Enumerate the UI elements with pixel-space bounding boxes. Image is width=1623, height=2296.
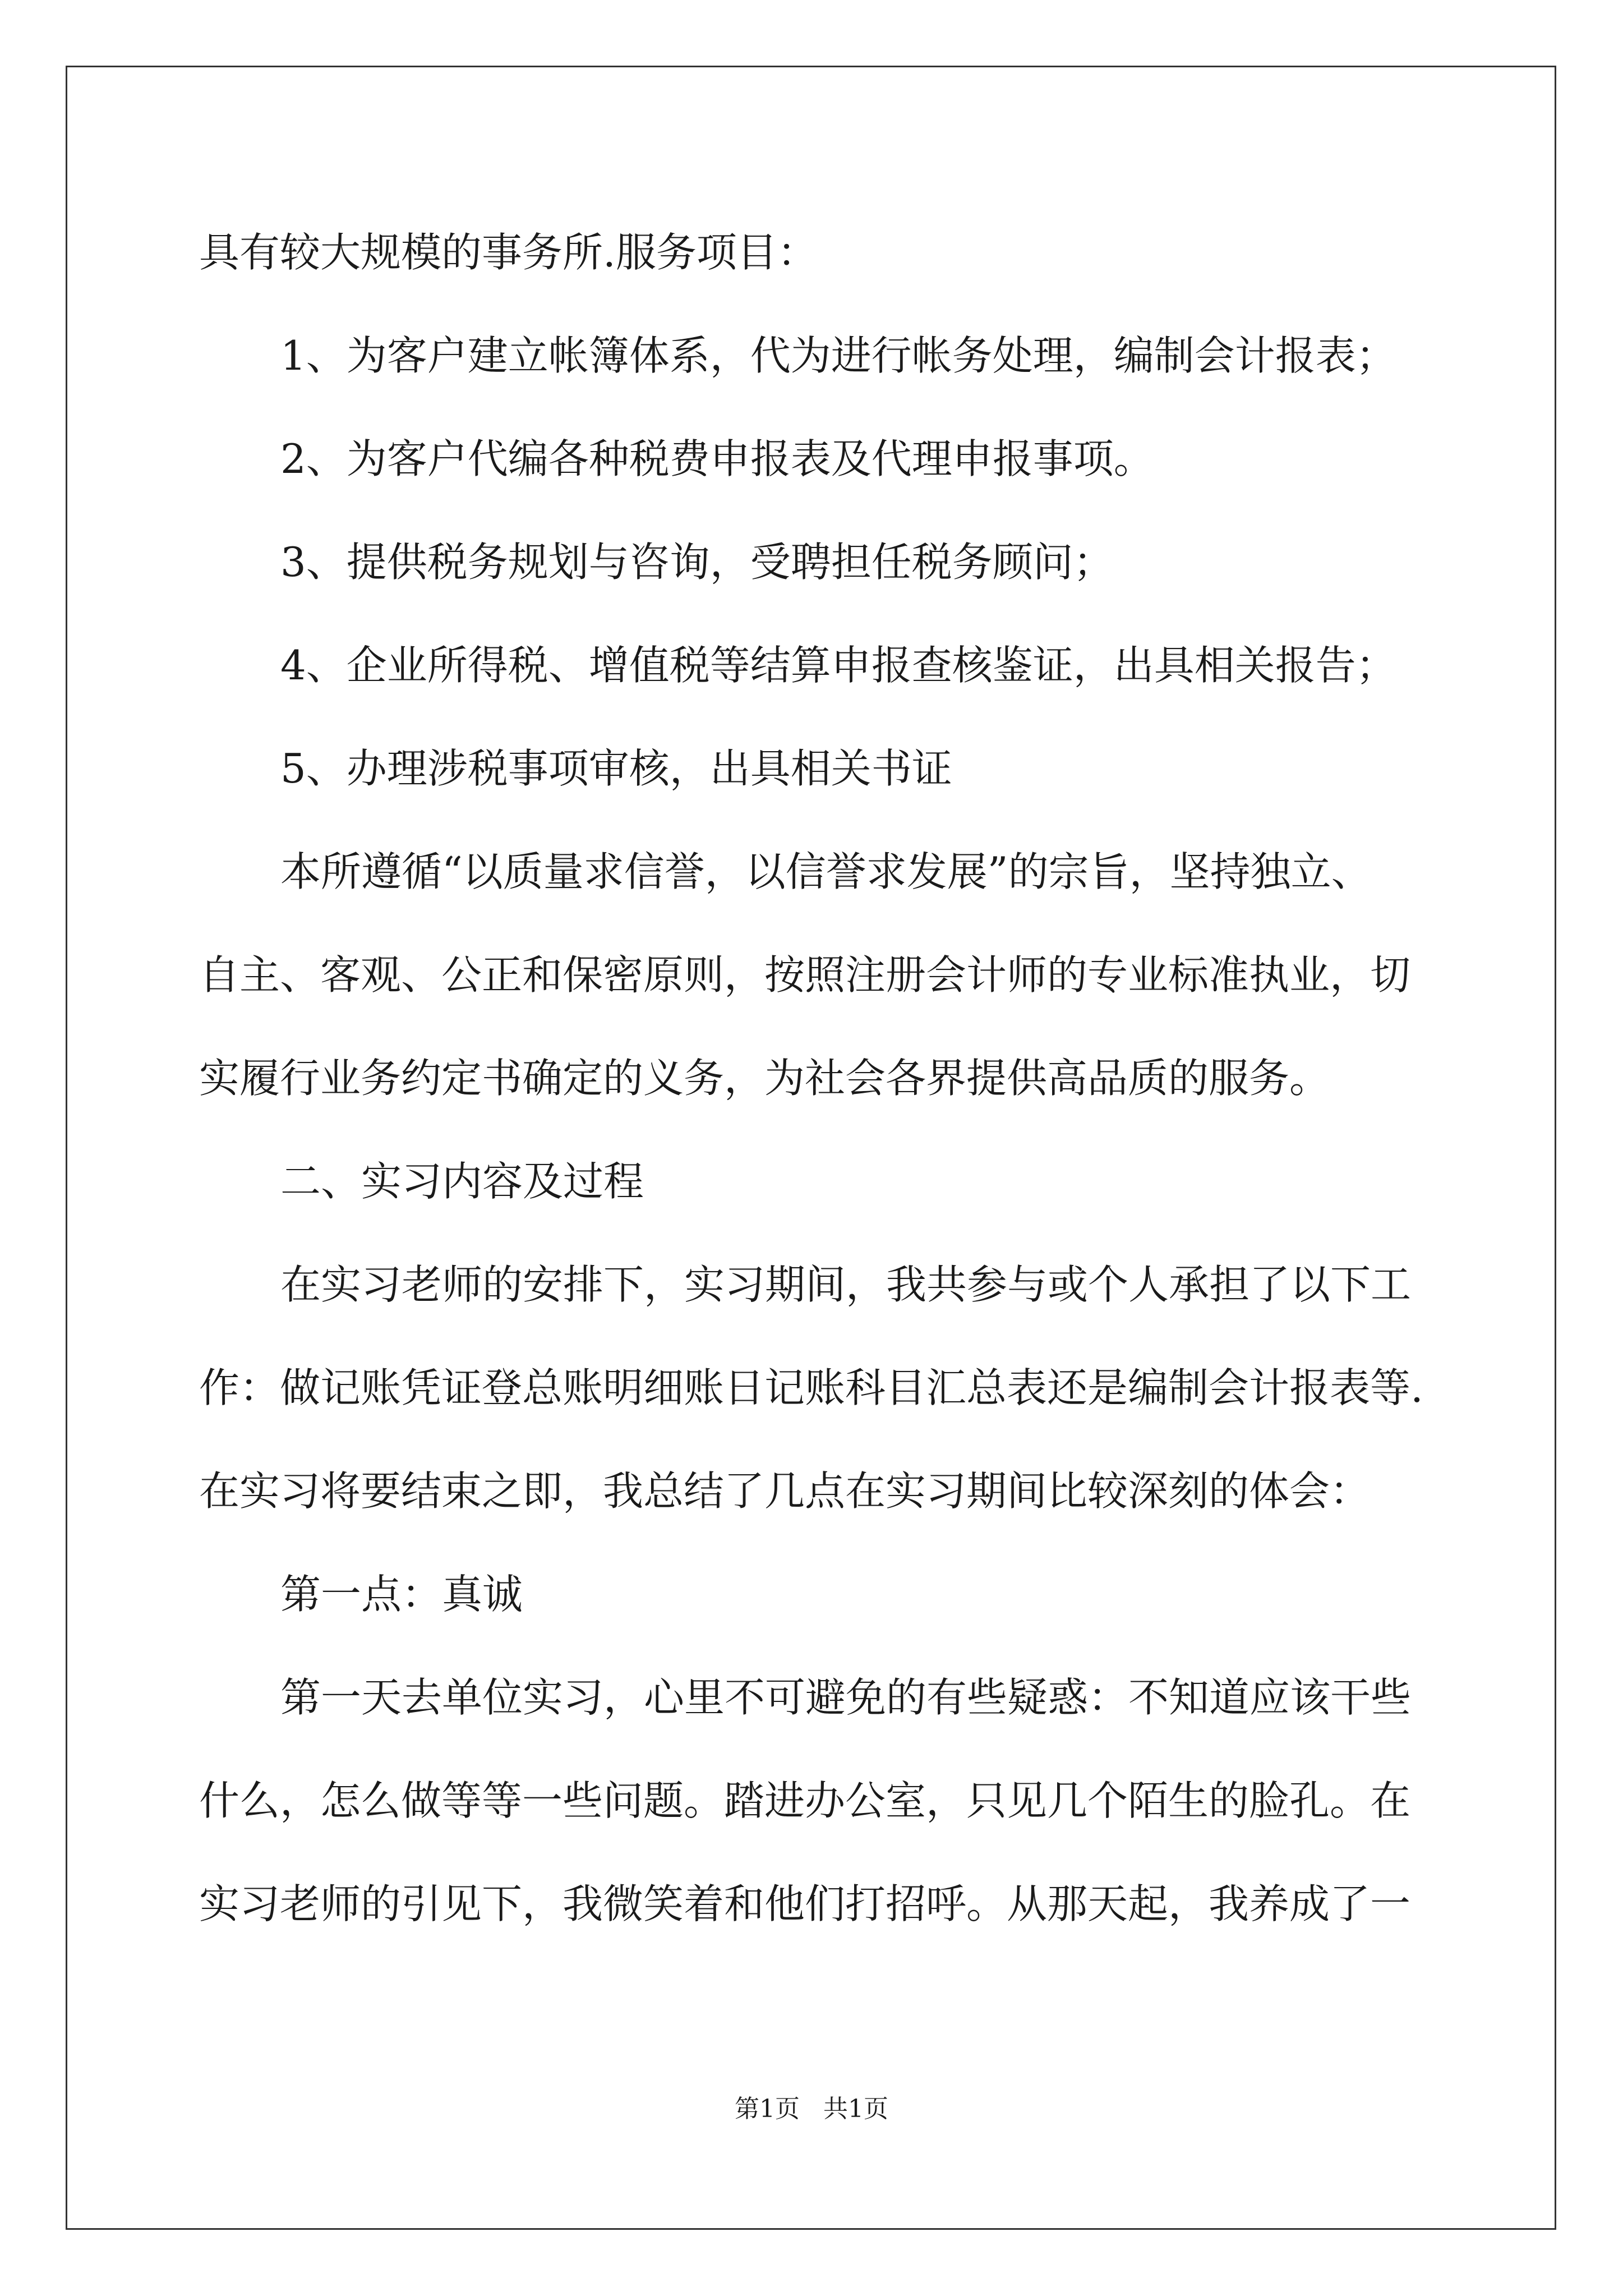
text-line: 实履行业务约定书确定的义务，为社会各界提供高品质的服务。	[199, 1055, 1330, 1102]
text-line: 自主、客观、公正和保密原则，按照注册会计师的专业标准执业，切	[199, 951, 1411, 999]
list-item: 3、提供税务规划与咨询，受聘担任税务顾问；	[280, 539, 1114, 586]
list-item: 2、为客户代编各种税费申报表及代理申报事项。	[280, 435, 1154, 482]
text-line: 实习老师的引见下，我微笑着和他们打招呼。从那天起，我养成了一	[199, 1880, 1411, 1927]
text-line: 什么，怎么做等等一些问题。踏进办公室，只见几个陌生的脸孔。在	[199, 1777, 1411, 1824]
text-line: 本所遵循“以质量求信誉，以信誉求发展”的宗旨，坚持独立、	[280, 848, 1372, 895]
list-item: 4、企业所得税、增值税等结算申报查核鉴证，出具相关报告；	[280, 642, 1396, 689]
section-heading: 第一点：真诚	[280, 1571, 523, 1618]
text-line: 具有较大规模的事务所.服务项目：	[199, 229, 818, 276]
section-heading: 二、实习内容及过程	[280, 1158, 644, 1205]
text-line: 第一天去单位实习，心里不可避免的有些疑惑：不知道应该干些	[280, 1674, 1412, 1721]
text-line: 在实习将要结束之即，我总结了几点在实习期间比较深刻的体会：	[199, 1467, 1371, 1515]
text-line: 在实习老师的安排下，实习期间，我共参与或个人承担了以下工	[280, 1261, 1412, 1308]
page-footer: 第1页 共1页	[735, 2095, 888, 2123]
list-item: 1、为客户建立帐簿体系，代为进行帐务处理，编制会计报表；	[280, 332, 1396, 379]
list-item: 5、办理涉税事项审核，出具相关书证	[280, 745, 952, 792]
text-line: 作：做记账凭证登总账明细账日记账科目汇总表还是编制会计报表等.	[199, 1364, 1423, 1411]
